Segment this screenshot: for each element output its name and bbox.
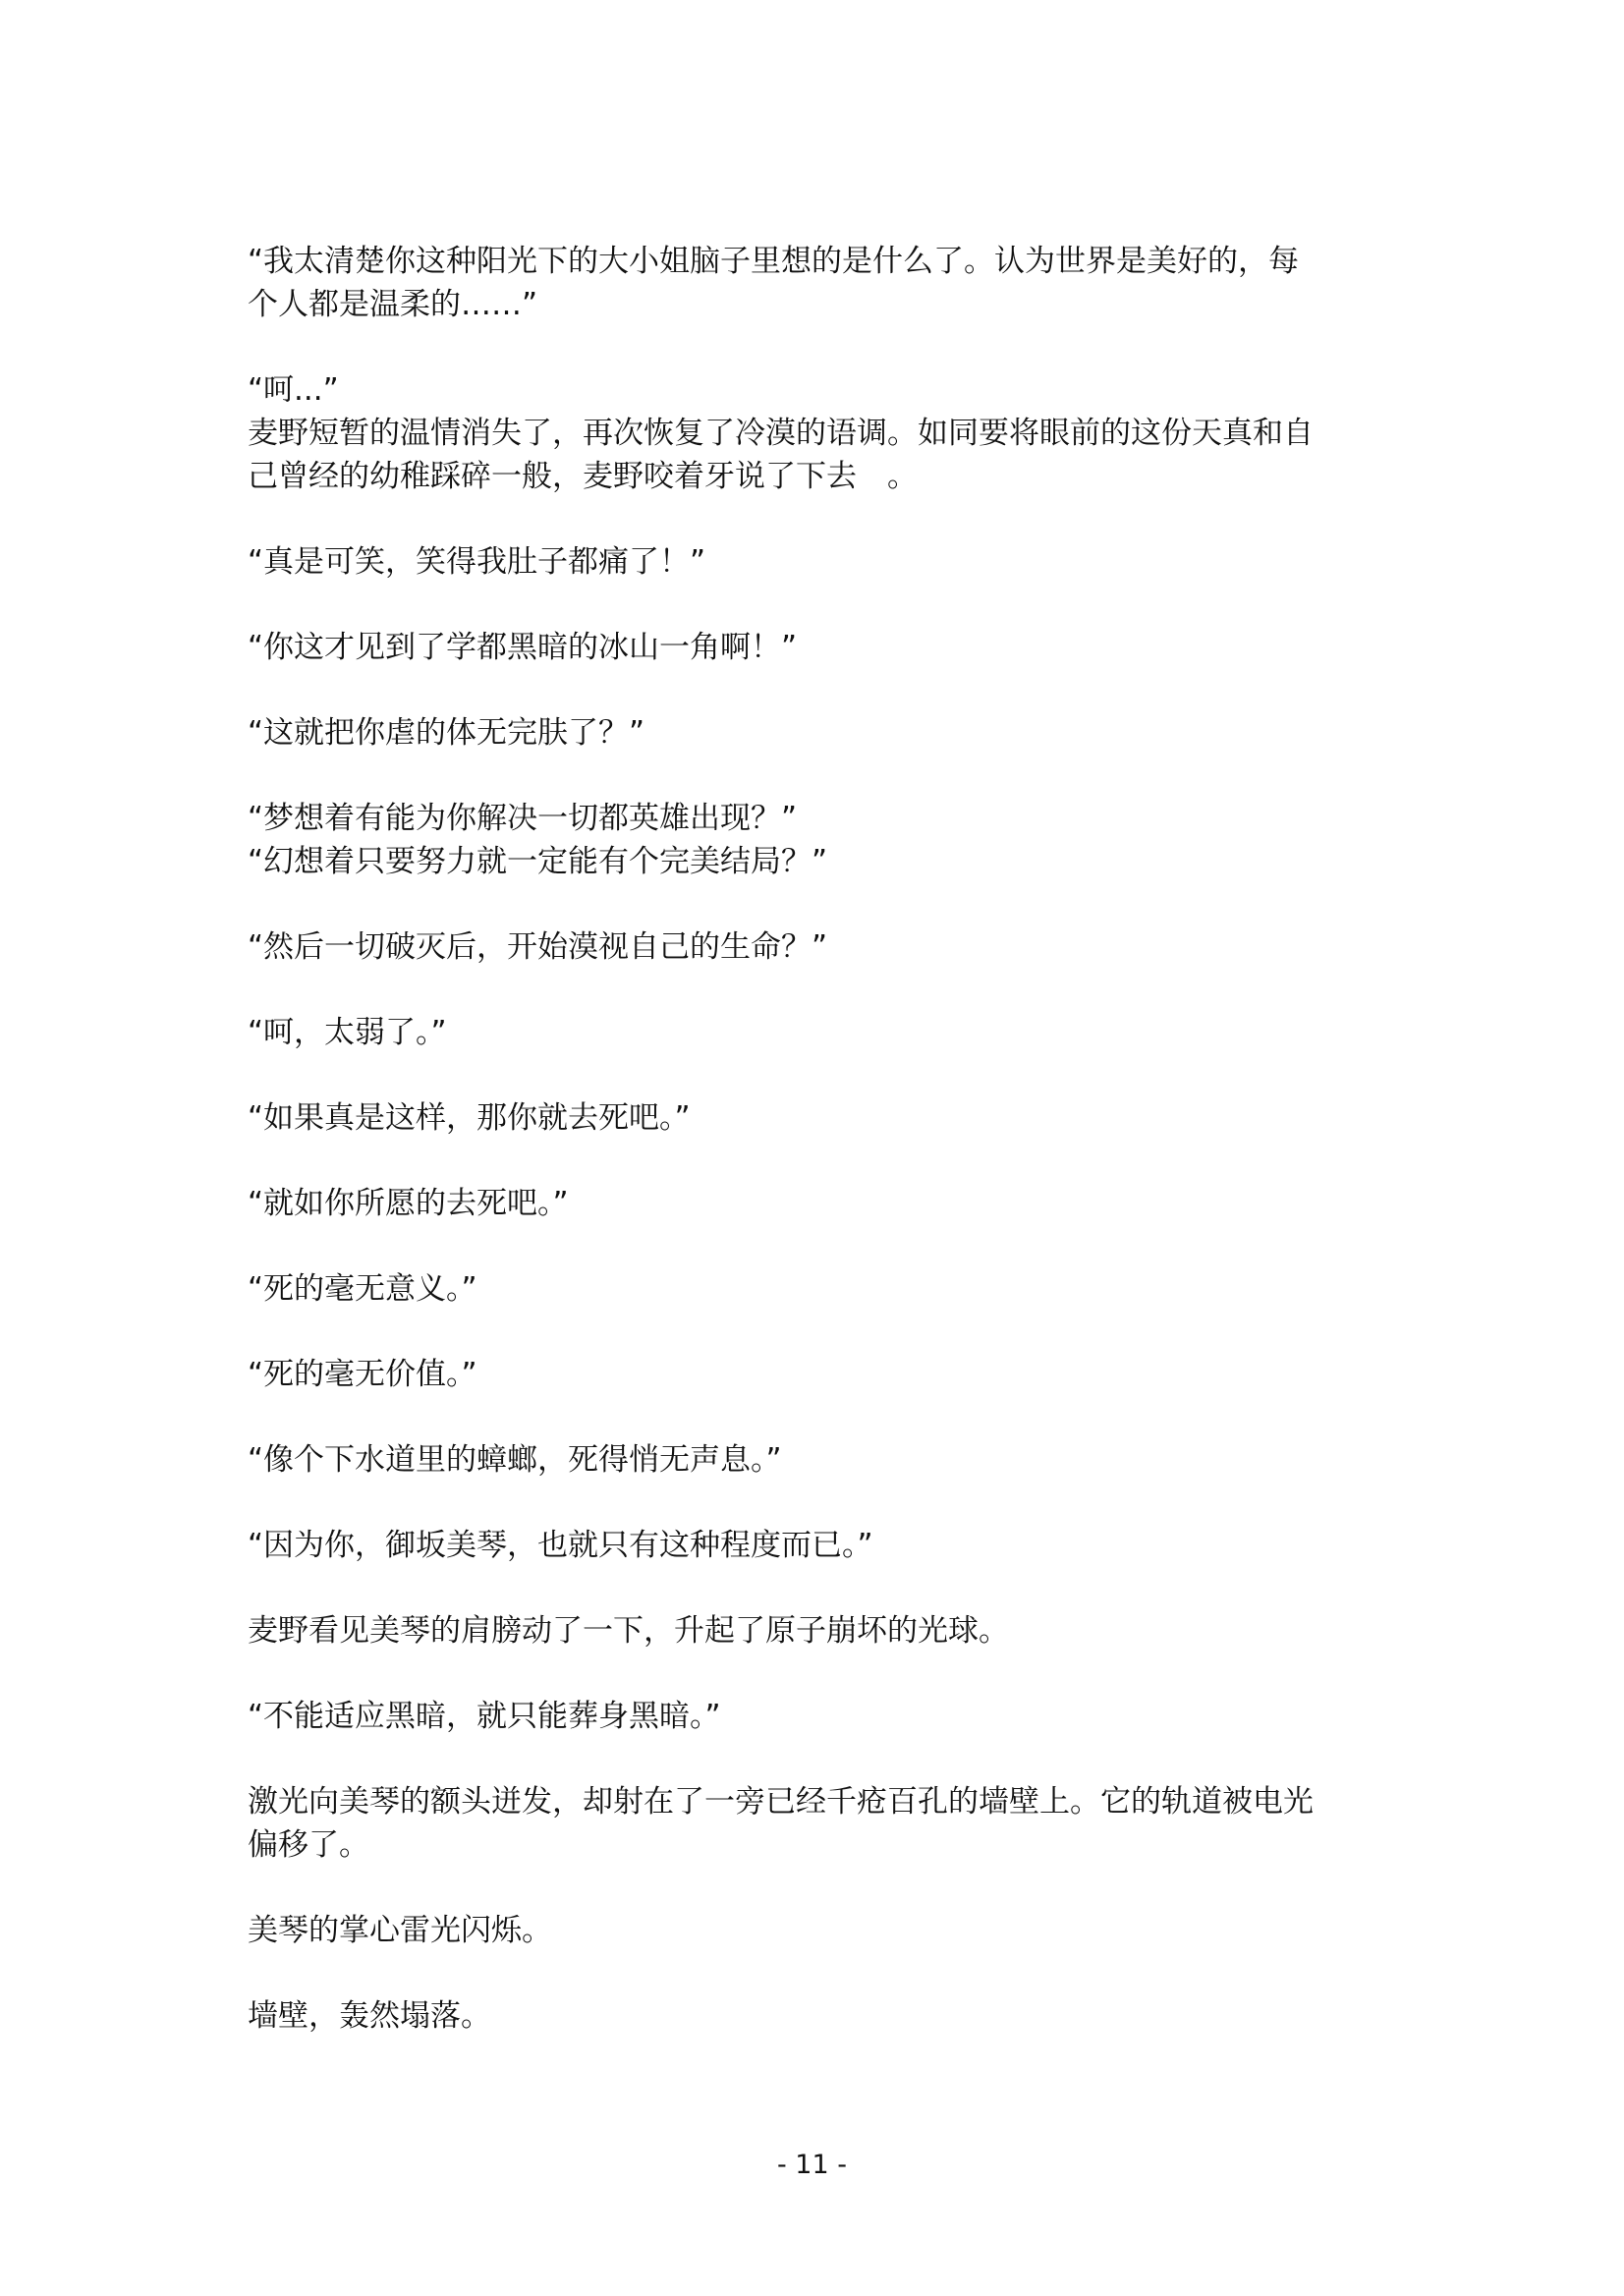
- text-line: 个人都是温柔的……”: [248, 287, 538, 322]
- text-line: “如果真是这样，那你就去死吧。”: [248, 1100, 691, 1136]
- text-line: “你这才见到了学都黑暗的冰山一角啊！”: [248, 630, 798, 665]
- text-line: “呵，太弱了。”: [248, 1015, 447, 1050]
- paragraph: [248, 797, 1397, 840]
- paragraph: [248, 1524, 1397, 1567]
- paragraph: [248, 1353, 1397, 1396]
- paragraph: [248, 840, 1397, 883]
- paragraph: [248, 240, 1397, 326]
- paragraph: [248, 711, 1397, 755]
- paragraph: [248, 540, 1397, 584]
- text-line: “然后一切破灭后，开始漠视自己的生命？”: [248, 929, 828, 965]
- paragraph: [248, 1011, 1397, 1054]
- paragraph: [248, 1994, 1397, 2038]
- paragraph: [248, 412, 1397, 498]
- text-line: 偏移了。: [248, 1827, 369, 1863]
- paragraph: [248, 1909, 1397, 1952]
- paragraph: [248, 626, 1397, 669]
- text-line: “这就把你虐的体无完肤了？”: [248, 715, 645, 751]
- paragraph: [248, 1096, 1397, 1140]
- paragraph: [248, 1182, 1397, 1225]
- text-line: “死的毫无价值。”: [248, 1357, 477, 1392]
- text-line: 墙壁，轰然塌落。: [248, 1998, 491, 2034]
- paragraph: [248, 368, 1397, 412]
- text-line: “就如你所愿的去死吧。”: [248, 1186, 569, 1221]
- page-number: - 11 -: [776, 2150, 847, 2180]
- text-line: “呵...”: [248, 372, 339, 408]
- text-line: “死的毫无意义。”: [248, 1271, 477, 1307]
- text-line: 美琴的掌心雷光闪烁。: [248, 1913, 552, 1948]
- paragraph: [248, 925, 1397, 969]
- text-line: 己曾经的幼稚踩碎一般，麦野咬着牙说了下去 。: [248, 459, 918, 494]
- text-line: 激光向美琴的额头迸发，却射在了一旁已经千疮百孔的墙壁上。它的轨道被电光: [248, 1784, 1314, 1820]
- text-line: “幻想着只要努力就一定能有个完美结局？”: [248, 844, 828, 879]
- paragraph: [248, 1267, 1397, 1311]
- paragraph: [248, 1695, 1397, 1738]
- text-line: “因为你，御坂美琴，也就只有这种程度而已。”: [248, 1528, 873, 1563]
- text-body: [248, 240, 1397, 2080]
- paragraph: [248, 1609, 1397, 1652]
- text-line: 麦野看见美琴的肩膀动了一下，升起了原子崩坏的光球。: [248, 1613, 1009, 1649]
- text-line: “梦想着有能为你解决一切都英雄出现？”: [248, 801, 798, 836]
- paragraph: [248, 1780, 1397, 1867]
- text-line: “真是可笑，笑得我肚子都痛了！”: [248, 544, 706, 580]
- text-line: “像个下水道里的蟑螂，死得悄无声息。”: [248, 1442, 782, 1478]
- text-line: “我太清楚你这种阳光下的大小姐脑子里想的是什么了。认为世界是美好的，每: [248, 244, 1300, 279]
- text-line: “不能适应黑暗，就只能葬身黑暗。”: [248, 1699, 721, 1734]
- text-line: 麦野短暂的温情消失了，再次恢复了冷漠的语调。如同要将眼前的这份天真和自: [248, 416, 1314, 451]
- paragraph: [248, 1438, 1397, 1482]
